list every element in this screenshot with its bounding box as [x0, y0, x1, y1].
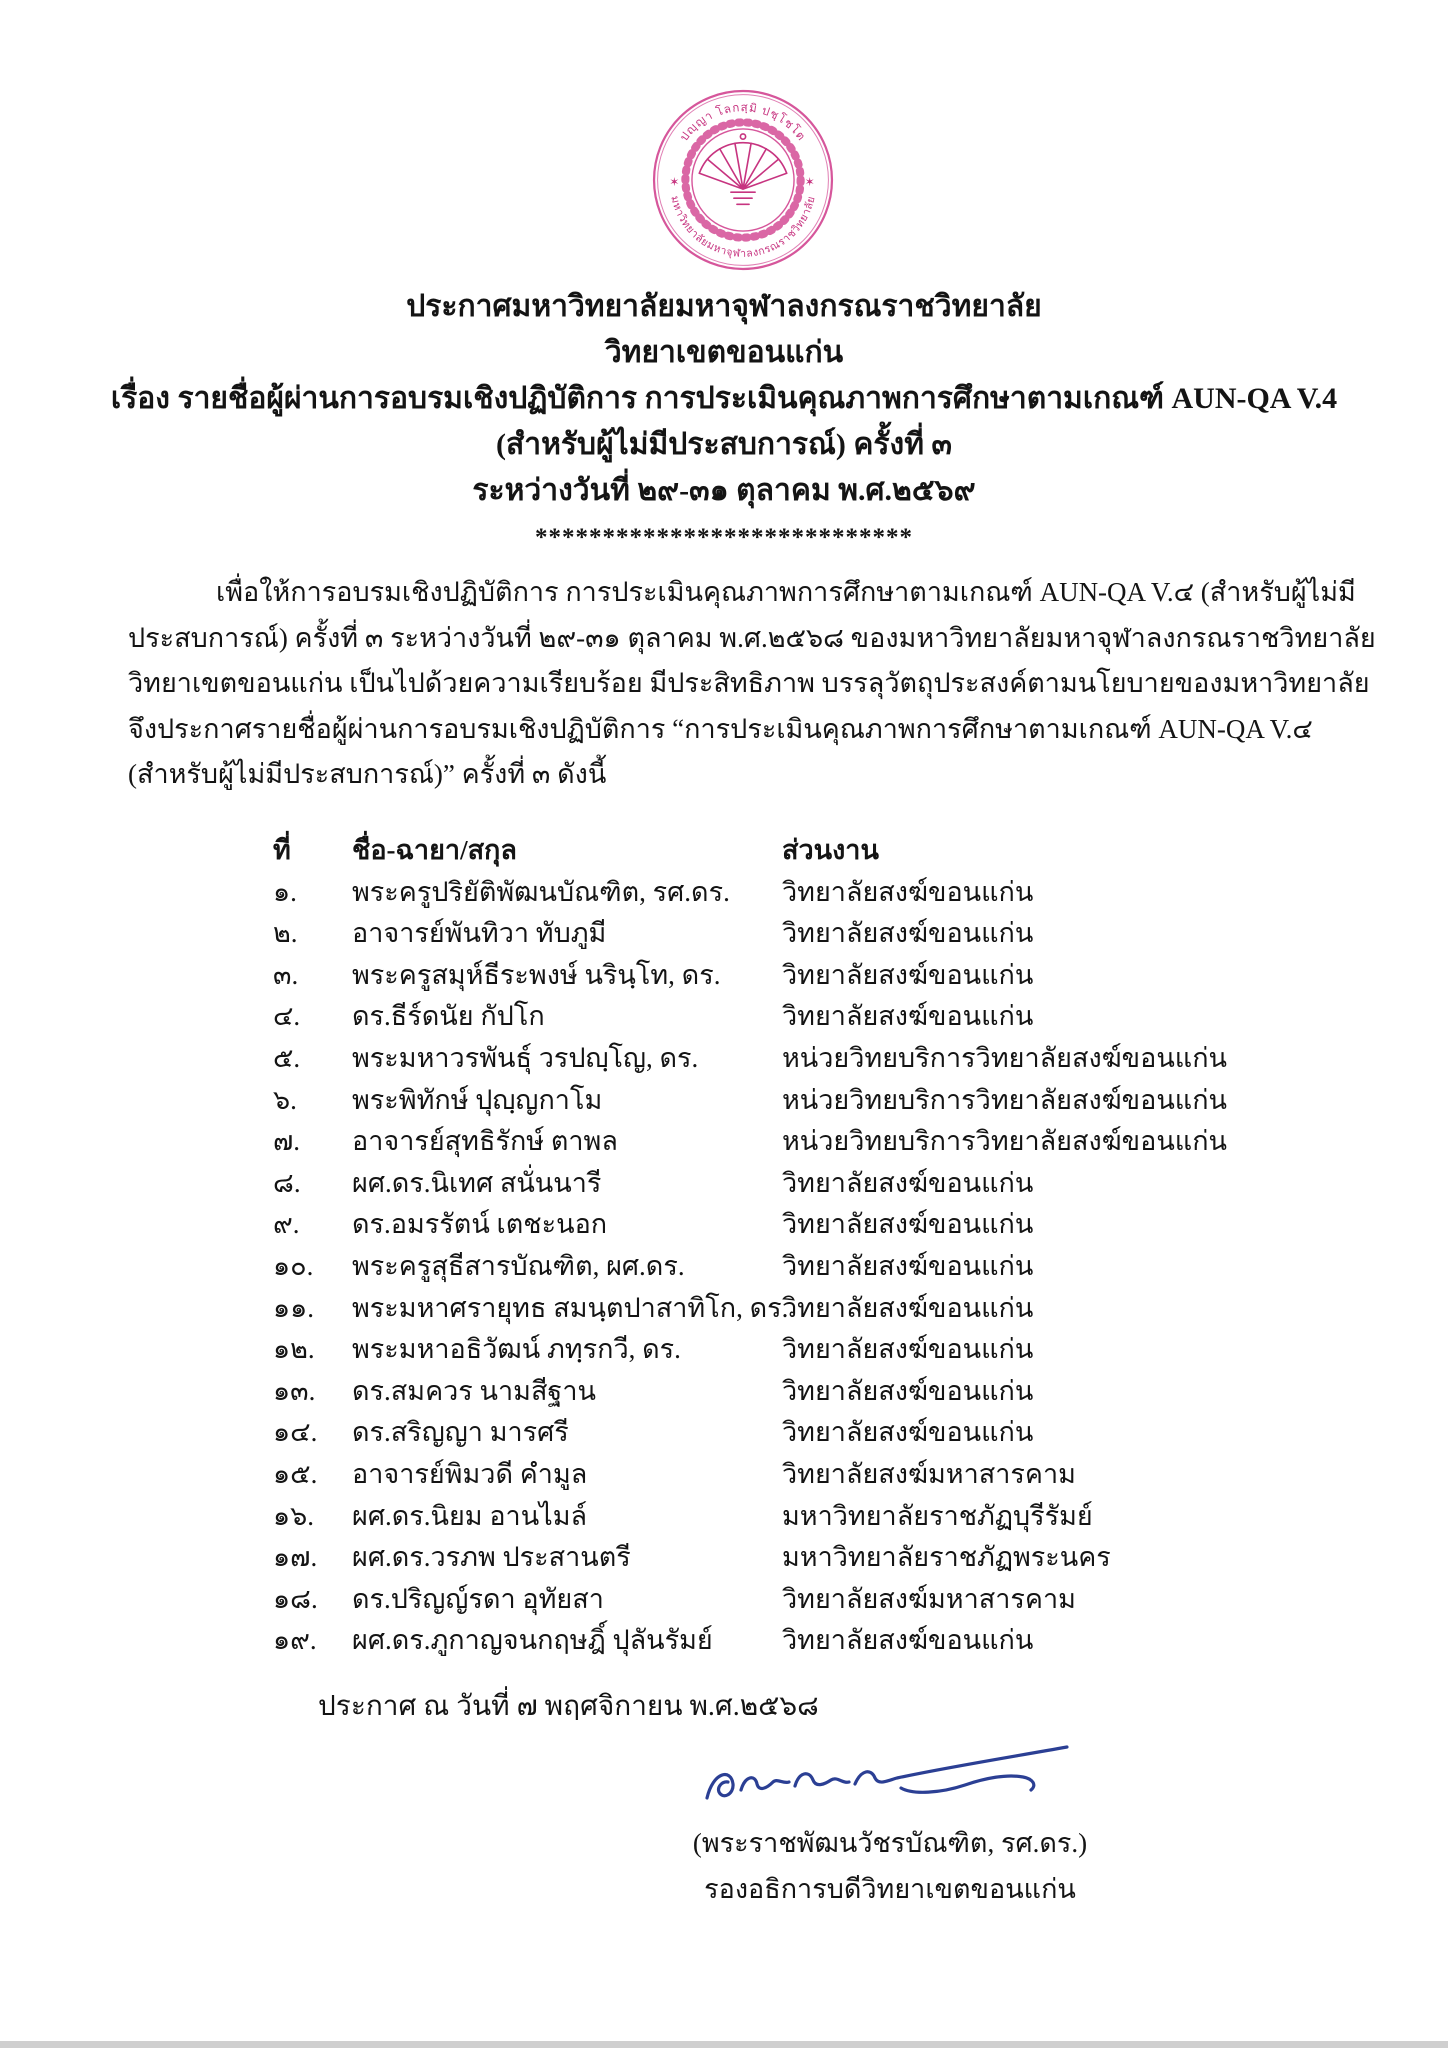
cell-unit: วิทยาลัยสงฆ์ขอนแก่น: [782, 1250, 1034, 1281]
table-row: [273, 1080, 1228, 1122]
cell-no: ๑.: [273, 876, 297, 907]
cell-name: ดร.สมควร นามสีฐาน: [352, 1375, 596, 1406]
table-row: [273, 1329, 1213, 1371]
table-row: [273, 1163, 1213, 1205]
signer-name: (พระราชพัฒนวัชรบัณฑิต, รศ.ดร.): [692, 1828, 1088, 1858]
cell-no: ๙.: [273, 1209, 300, 1240]
cell-no: ๑๒.: [273, 1334, 315, 1365]
cell-unit: วิทยาลัยสงฆ์ขอนแก่น: [782, 1292, 1034, 1323]
asterisk-divider: ****************************: [535, 524, 913, 551]
body-line: เพื่อให้การอบรมเชิงปฏิบัติการ การประเมินคุณภาพการศึกษาตามเกณฑ์ AUN-QA V.๔ (สำหรับผู้ไม่มี: [216, 577, 1356, 607]
cell-no: ๑๙.: [273, 1625, 317, 1656]
cell-name: ดร.ธีร์ดนัย กัปโก: [352, 1001, 545, 1032]
table-row: [273, 1371, 1213, 1413]
table-header-row: [273, 830, 1213, 872]
header-no: ที่: [273, 835, 291, 865]
table-row: [273, 1038, 1228, 1080]
cell-unit: วิทยาลัยสงฆ์มหาสารคาม: [782, 1583, 1076, 1614]
body-paragraph: [128, 570, 1376, 798]
cell-unit: หน่วยวิทยบริการวิทยาลัยสงฆ์ขอนแก่น: [782, 1084, 1228, 1115]
title-line: ระหว่างวันที่ ๒๙-๓๑ ตุลาคม พ.ศ.๒๕๖๙: [472, 474, 976, 507]
table-row: [273, 1246, 1213, 1288]
table-row: [273, 872, 1213, 914]
table-row: [273, 955, 1213, 997]
cell-no: ๑๑.: [273, 1292, 315, 1323]
cell-no: ๕.: [273, 1042, 301, 1073]
cell-no: ๑๘.: [273, 1583, 318, 1614]
title-line: (สำหรับผู้ไม่มีประสบการณ์) ครั้งที่ ๓: [496, 428, 952, 461]
table-row: [273, 1288, 1213, 1330]
cell-name: พระครูสมุห์ธีระพงษ์ นรินฺโท, ดร.: [352, 959, 721, 990]
table-row: [273, 996, 1213, 1038]
cell-no: ๑๔.: [273, 1417, 318, 1448]
cell-name: ดร.สริญญา มารศรี: [352, 1417, 569, 1448]
cell-unit: วิทยาลัยสงฆ์ขอนแก่น: [782, 1334, 1034, 1365]
cell-unit: วิทยาลัยสงฆ์ขอนแก่น: [782, 876, 1034, 907]
cell-name: ผศ.ดร.วรภพ ประสานตรี: [352, 1542, 631, 1573]
cell-name: พระครูปริยัติพัฒนบัณฑิต, รศ.ดร.: [352, 876, 730, 907]
table-body: [273, 872, 1228, 1662]
cell-unit: หน่วยวิทยบริการวิทยาลัยสงฆ์ขอนแก่น: [782, 1126, 1228, 1157]
table-row: [273, 1204, 1213, 1246]
cell-unit: มหาวิทยาลัยราชภัฏพระนคร: [782, 1542, 1111, 1573]
cell-no: ๘.: [273, 1167, 301, 1198]
cell-name: พระมหาอธิวัฒน์ ภทฺรกวี, ดร.: [352, 1334, 681, 1365]
cell-name: อาจารย์พันทิวา ทับภูมี: [352, 918, 607, 949]
scan-edge-artifact: [0, 2041, 1448, 2048]
header-name: ชื่อ-ฉายา/สกุล: [352, 835, 517, 865]
cell-unit: วิทยาลัยสงฆ์ขอนแก่น: [782, 1001, 1034, 1032]
cell-name: ผศ.ดร.นิเทศ สนั่นนารี: [352, 1167, 602, 1198]
cell-name: พระมหาศรายุทธ สมนฺตปาสาทิโก, ดร.: [352, 1292, 789, 1323]
body-line: วิทยาเขตขอนแก่น เป็นไปด้วยความเรียบร้อย มีประสิทธิภาพ บรรลุวัตถุประสงค์ตามนโยบายของมหาวิทยาลัย: [128, 668, 1370, 698]
cell-no: ๑๓.: [273, 1375, 316, 1406]
cell-no: ๑๕.: [273, 1458, 318, 1489]
cell-name: ดร.ปริญญ์รดา อุทัยสา: [352, 1583, 604, 1614]
cell-name: อาจารย์พิมวดี คำมูล: [352, 1458, 588, 1489]
cell-name: พระพิทักษ์ ปุญฺญกาโม: [352, 1084, 603, 1115]
cell-name: พระครูสุธีสารบัณฑิต, ผศ.ดร.: [352, 1250, 685, 1281]
cell-no: ๑๖.: [273, 1500, 315, 1531]
cell-unit: วิทยาลัยสงฆ์ขอนแก่น: [782, 1167, 1034, 1198]
header-unit: ส่วนงาน: [782, 835, 879, 865]
cell-name: ดร.อมรรัตน์ เตชะนอก: [352, 1209, 608, 1240]
seal-left-star-icon: ✶: [669, 175, 680, 190]
table-row: [273, 1454, 1213, 1496]
cell-name: พระมหาวรพันธุ์ วรปญฺโญ, ดร.: [352, 1042, 699, 1073]
table-row: [273, 1579, 1213, 1621]
cell-unit: วิทยาลัยสงฆ์ขอนแก่น: [782, 1625, 1034, 1656]
cell-unit: วิทยาลัยสงฆ์ขอนแก่น: [782, 1209, 1034, 1240]
cell-unit: วิทยาลัยสงฆ์มหาสารคาม: [782, 1458, 1076, 1489]
title-block: [64, 284, 1384, 514]
issued-date-line: ประกาศ ณ วันที่ ๗ พฤศจิกายน พ.ศ.๒๕๖๘: [318, 1691, 819, 1722]
seal-right-star-icon: ✶: [804, 175, 815, 190]
table-row: [273, 913, 1213, 955]
university-seal-logo: [651, 88, 835, 272]
signature-block: [615, 1742, 1165, 1906]
title-line: ประกาศมหาวิทยาลัยมหาจุฬาลงกรณราชวิทยาลัย: [406, 290, 1042, 323]
table-row: [273, 1496, 1213, 1538]
cell-no: ๓.: [273, 959, 299, 990]
cell-name: อาจารย์สุทธิรักษ์ ตาพล: [352, 1126, 618, 1157]
signature-image: [685, 1742, 1095, 1824]
title-line: วิทยาเขตขอนแก่น: [604, 336, 844, 369]
cell-name: ผศ.ดร.ภูกาญจนกฤษฎิ์ ปุลันรัมย์: [352, 1625, 713, 1656]
participants-table: [273, 830, 1228, 1662]
cell-no: ๑๐.: [273, 1250, 314, 1281]
table-row: [273, 1620, 1213, 1662]
cell-unit: หน่วยวิทยบริการวิทยาลัยสงฆ์ขอนแก่น: [782, 1042, 1228, 1073]
cell-no: ๔.: [273, 1001, 301, 1032]
cell-unit: วิทยาลัยสงฆ์ขอนแก่น: [782, 918, 1034, 949]
cell-unit: วิทยาลัยสงฆ์ขอนแก่น: [782, 959, 1034, 990]
cell-unit: มหาวิทยาลัยราชภัฏบุรีรัมย์: [782, 1500, 1093, 1531]
cell-unit: วิทยาลัยสงฆ์ขอนแก่น: [782, 1417, 1034, 1448]
cell-no: ๑๗.: [273, 1542, 318, 1573]
cell-no: ๗.: [273, 1126, 301, 1157]
royal-cypher-emblem: [699, 134, 786, 204]
seal-motto-text: ปญฺญา โลกสฺมิ ปชฺโชโต: [677, 101, 809, 144]
body-line: ประสบการณ์) ครั้งที่ ๓ ระหว่างวันที่ ๒๙-๓๑ ตุลาคม พ.ศ.๒๕๖๘ ของมหาวิทยาลัยมหาจุฬาลงกรณราชวิทยาลัย: [128, 622, 1376, 653]
cell-no: ๖.: [273, 1084, 297, 1115]
table-row: [273, 1121, 1228, 1163]
body-line: (สำหรับผู้ไม่มีประสบการณ์)” ครั้งที่ ๓ ดังนี้: [128, 759, 607, 789]
cell-unit: วิทยาลัยสงฆ์ขอนแก่น: [782, 1375, 1034, 1406]
body-line: จึงประกาศรายชื่อผู้ผ่านการอบรมเชิงปฏิบัติการ “การประเมินคุณภาพการศึกษาตามเกณฑ์ AUN-QA V.๔: [128, 713, 1313, 744]
table-row: [273, 1412, 1213, 1454]
seal-university-name-text: มหาวิทยาลัยมหาจุฬาลงกรณราชวิทยาลัย: [668, 195, 818, 260]
cell-no: ๒.: [273, 918, 298, 949]
title-line: เรื่อง รายชื่อผู้ผ่านการอบรมเชิงปฏิบัติการ การประเมินคุณภาพการศึกษาตามเกณฑ์ AUN-QA V.4: [110, 382, 1338, 415]
signer-position: รองอธิการบดีวิทยาเขตขอนแก่น: [704, 1874, 1076, 1904]
table-row: [273, 1537, 1213, 1579]
cell-name: ผศ.ดร.นิยม อานไมล์: [352, 1500, 588, 1531]
